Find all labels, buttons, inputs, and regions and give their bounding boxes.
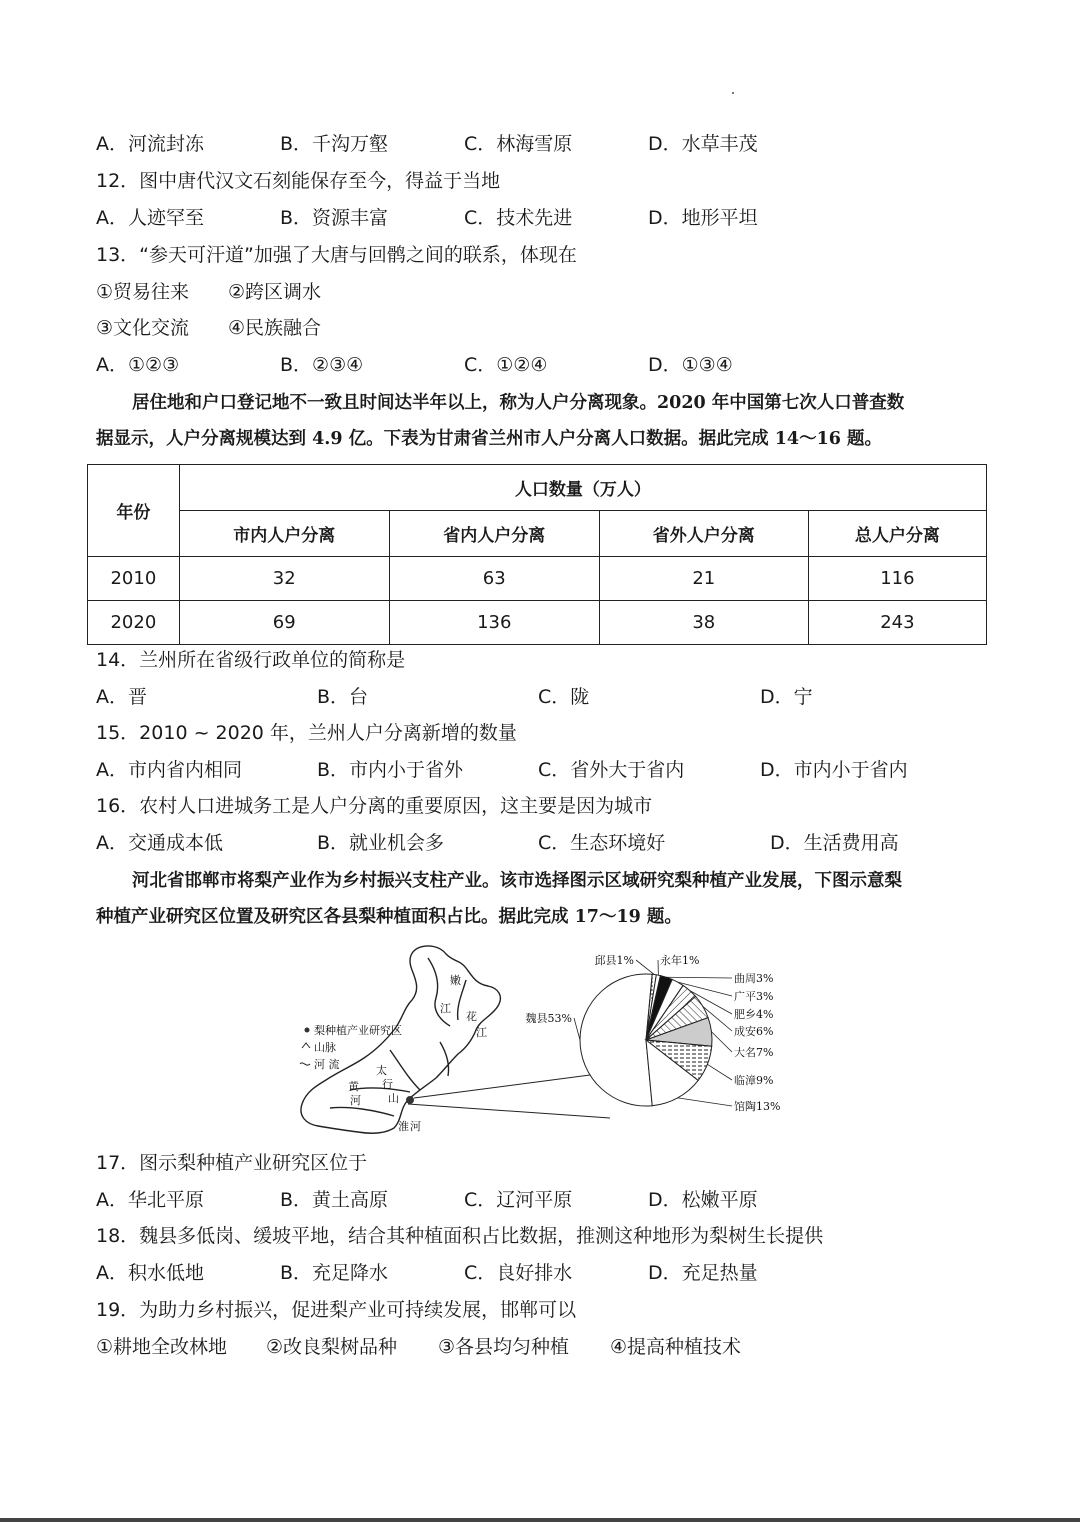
table-cell: 69: [179, 601, 389, 645]
q15-stem: 15．2010 ~ 2020 年，兰州人户分离新增的数量: [96, 722, 517, 744]
pie-slice-label: 馆陶13%: [734, 1100, 781, 1113]
table-cell-year: 2010: [88, 557, 180, 601]
pie-slice-label: 临漳9%: [734, 1074, 774, 1087]
table-year-header: 年份: [88, 465, 180, 557]
q15-option-b[interactable]: B．市内小于省外: [317, 759, 464, 781]
q12-option-a[interactable]: A．人迹罕至: [96, 207, 204, 229]
table-row: [88, 557, 987, 601]
legend-item: 梨种植产业研究区: [314, 1024, 402, 1037]
map-label: 河: [350, 1094, 361, 1107]
q11-option-b[interactable]: B．千沟万壑: [280, 133, 389, 155]
pie-leader-line: [707, 1064, 732, 1080]
page-bottom-edge: [0, 1518, 1080, 1522]
pie-leader-line: [636, 960, 654, 975]
q13-item-4: ④民族融合: [228, 317, 322, 339]
pie-leader-line: [711, 1032, 732, 1052]
table-cell: 38: [599, 601, 808, 645]
q19-stem: 19．为助力乡村振兴，促进梨产业可持续发展，邯郸可以: [96, 1299, 577, 1321]
region-map: [301, 946, 500, 1133]
q14-option-c[interactable]: C．陇: [538, 686, 590, 708]
q11-option-d[interactable]: D．水草丰茂: [648, 133, 758, 155]
passage2-line2: 种植产业研究区位置及研究区各县梨种植面积占比。据此完成 17～19 题。: [96, 907, 682, 927]
map-label: 山: [388, 1092, 399, 1105]
q19-item-4: ④提高种植技术: [610, 1336, 742, 1358]
legend-river-icon: [300, 1063, 310, 1065]
pie-chart: [580, 974, 712, 1106]
q16-option-c[interactable]: C．生态环境好: [538, 832, 666, 854]
table-group-header: 人口数量（万人）: [179, 465, 986, 511]
passage1-line2: 据显示，人户分离规模达到 4.9 亿。下表为甘肃省兰州市人户分离人口数据。据此完成 14～16 题。: [96, 429, 883, 449]
q16-option-d[interactable]: D．生活费用高: [770, 832, 899, 854]
q15-option-c[interactable]: C．省外大于省内: [538, 759, 685, 781]
leader-line: [414, 1075, 590, 1098]
q18-option-b[interactable]: B．充足降水: [280, 1262, 389, 1284]
q14-option-a[interactable]: A．晋: [96, 686, 147, 708]
pear-figure: [290, 940, 790, 1145]
q17-option-c[interactable]: C．辽河平原: [464, 1189, 573, 1211]
map-label: 江: [440, 1002, 451, 1015]
q14-option-d[interactable]: D．宁: [760, 686, 813, 708]
table-col-header: 总人户分离: [808, 511, 986, 557]
passage1-line1: 居住地和户口登记地不一致且时间达半年以上，称为人户分离现象。2020 年中国第七次人口普查数: [132, 393, 905, 413]
q18-option-c[interactable]: C．良好排水: [464, 1262, 573, 1284]
q19-item-3: ③各县均匀种植: [438, 1336, 570, 1358]
table-cell: 116: [808, 557, 986, 601]
table-cell-year: 2020: [88, 601, 180, 645]
scan-speck: [732, 92, 734, 94]
legend-item: 山脉: [314, 1041, 336, 1054]
q17-stem: 17．图示梨种植产业研究区位于: [96, 1152, 368, 1174]
table-cell: 136: [389, 601, 599, 645]
pie-slice-label: 肥乡4%: [734, 1008, 774, 1021]
q19-item-1: ①耕地全改林地: [96, 1336, 228, 1358]
q18-stem: 18．魏县多低岗、缓坡平地，结合其种植面积占比数据，推测这种地形为梨树生长提供: [96, 1225, 824, 1247]
table-col-header: 市内人户分离: [179, 511, 389, 557]
q19-item-2: ②改良梨树品种: [266, 1336, 398, 1358]
map-label: 嫩: [450, 974, 461, 987]
table-col-header: 省内人户分离: [389, 511, 599, 557]
q13-item-3: ③文化交流: [96, 317, 190, 339]
q11-option-a[interactable]: A．河流封冻: [96, 133, 204, 155]
q15-option-a[interactable]: A．市内省内相同: [96, 759, 242, 781]
q17-option-b[interactable]: B．黄土高原: [280, 1189, 389, 1211]
map-label: 淮: [398, 1120, 409, 1133]
pie-slice-label: 永年1%: [660, 954, 700, 967]
q13-option-b[interactable]: B．②③④: [280, 354, 364, 376]
map-label: 河: [410, 1120, 421, 1133]
pie-slice-label: 邱县1%: [594, 954, 634, 967]
pie-slice-label: 成安6%: [734, 1025, 774, 1038]
table-cell: 21: [599, 557, 808, 601]
pie-leader-line: [666, 977, 732, 978]
table-cell: 32: [179, 557, 389, 601]
q18-option-a[interactable]: A．积水低地: [96, 1262, 204, 1284]
passage2-line1: 河北省邯郸市将梨产业作为乡村振兴支柱产业。该市选择图示区域研究梨种植产业发展，下图示意梨: [132, 871, 902, 891]
map-label: 花: [466, 1010, 477, 1023]
pie-slice-label: 大名7%: [734, 1046, 774, 1059]
q18-option-d[interactable]: D．充足热量: [648, 1262, 758, 1284]
pie-leader-line: [678, 1098, 732, 1106]
pie-leader-line: [574, 1018, 580, 1040]
map-label: 行: [382, 1078, 393, 1091]
q13-option-c[interactable]: C．①②④: [464, 354, 548, 376]
map-label: 太: [376, 1064, 387, 1077]
q12-option-c[interactable]: C．技术先进: [464, 207, 573, 229]
pie-slice: [580, 974, 652, 1106]
map-label: 黄: [348, 1080, 359, 1093]
q11-option-c[interactable]: C．林海雪原: [464, 133, 573, 155]
q14-option-b[interactable]: B．台: [317, 686, 369, 708]
leader-line: [408, 1104, 610, 1118]
q13-stem: 13．“参天可汗道”加强了大唐与回鹘之间的联系，体现在: [96, 244, 577, 266]
q16-option-b[interactable]: B．就业机会多: [317, 832, 445, 854]
q13-item-1: ①贸易往来: [96, 281, 190, 303]
q16-option-a[interactable]: A．交通成本低: [96, 832, 223, 854]
table-row: [88, 601, 987, 645]
pie-slice-label: 广平3%: [734, 990, 774, 1003]
q12-option-b[interactable]: B．资源丰富: [280, 207, 389, 229]
q14-stem: 14．兰州所在省级行政单位的简称是: [96, 649, 406, 671]
legend-study-area-icon: [305, 1028, 310, 1033]
q16-stem: 16．农村人口进城务工是人户分离的重要原因，这主要是因为城市: [96, 795, 653, 817]
table-cell: 63: [389, 557, 599, 601]
q12-stem: 12．图中唐代汉文石刻能保存至今，得益于当地: [96, 170, 501, 192]
legend-item: 河 流: [314, 1058, 340, 1071]
table-col-header: 省外人户分离: [599, 511, 808, 557]
population-table: [87, 464, 987, 645]
q13-option-d[interactable]: D．①③④: [648, 354, 733, 376]
pie-slice-label: 魏县53%: [525, 1012, 572, 1025]
q17-option-d[interactable]: D．松嫩平原: [648, 1189, 758, 1211]
map-label: 江: [476, 1026, 487, 1039]
q13-item-2: ②跨区调水: [228, 281, 322, 303]
pie-slice-label: 曲周3%: [734, 972, 774, 985]
legend-mountain-icon: [302, 1043, 310, 1048]
q17-option-a[interactable]: A．华北平原: [96, 1189, 204, 1211]
table-cell: 243: [808, 601, 986, 645]
q13-option-a[interactable]: A．①②③: [96, 354, 180, 376]
q15-option-d[interactable]: D．市内小于省内: [760, 759, 908, 781]
q12-option-d[interactable]: D．地形平坦: [648, 207, 758, 229]
study-area-marker: [406, 1096, 414, 1104]
